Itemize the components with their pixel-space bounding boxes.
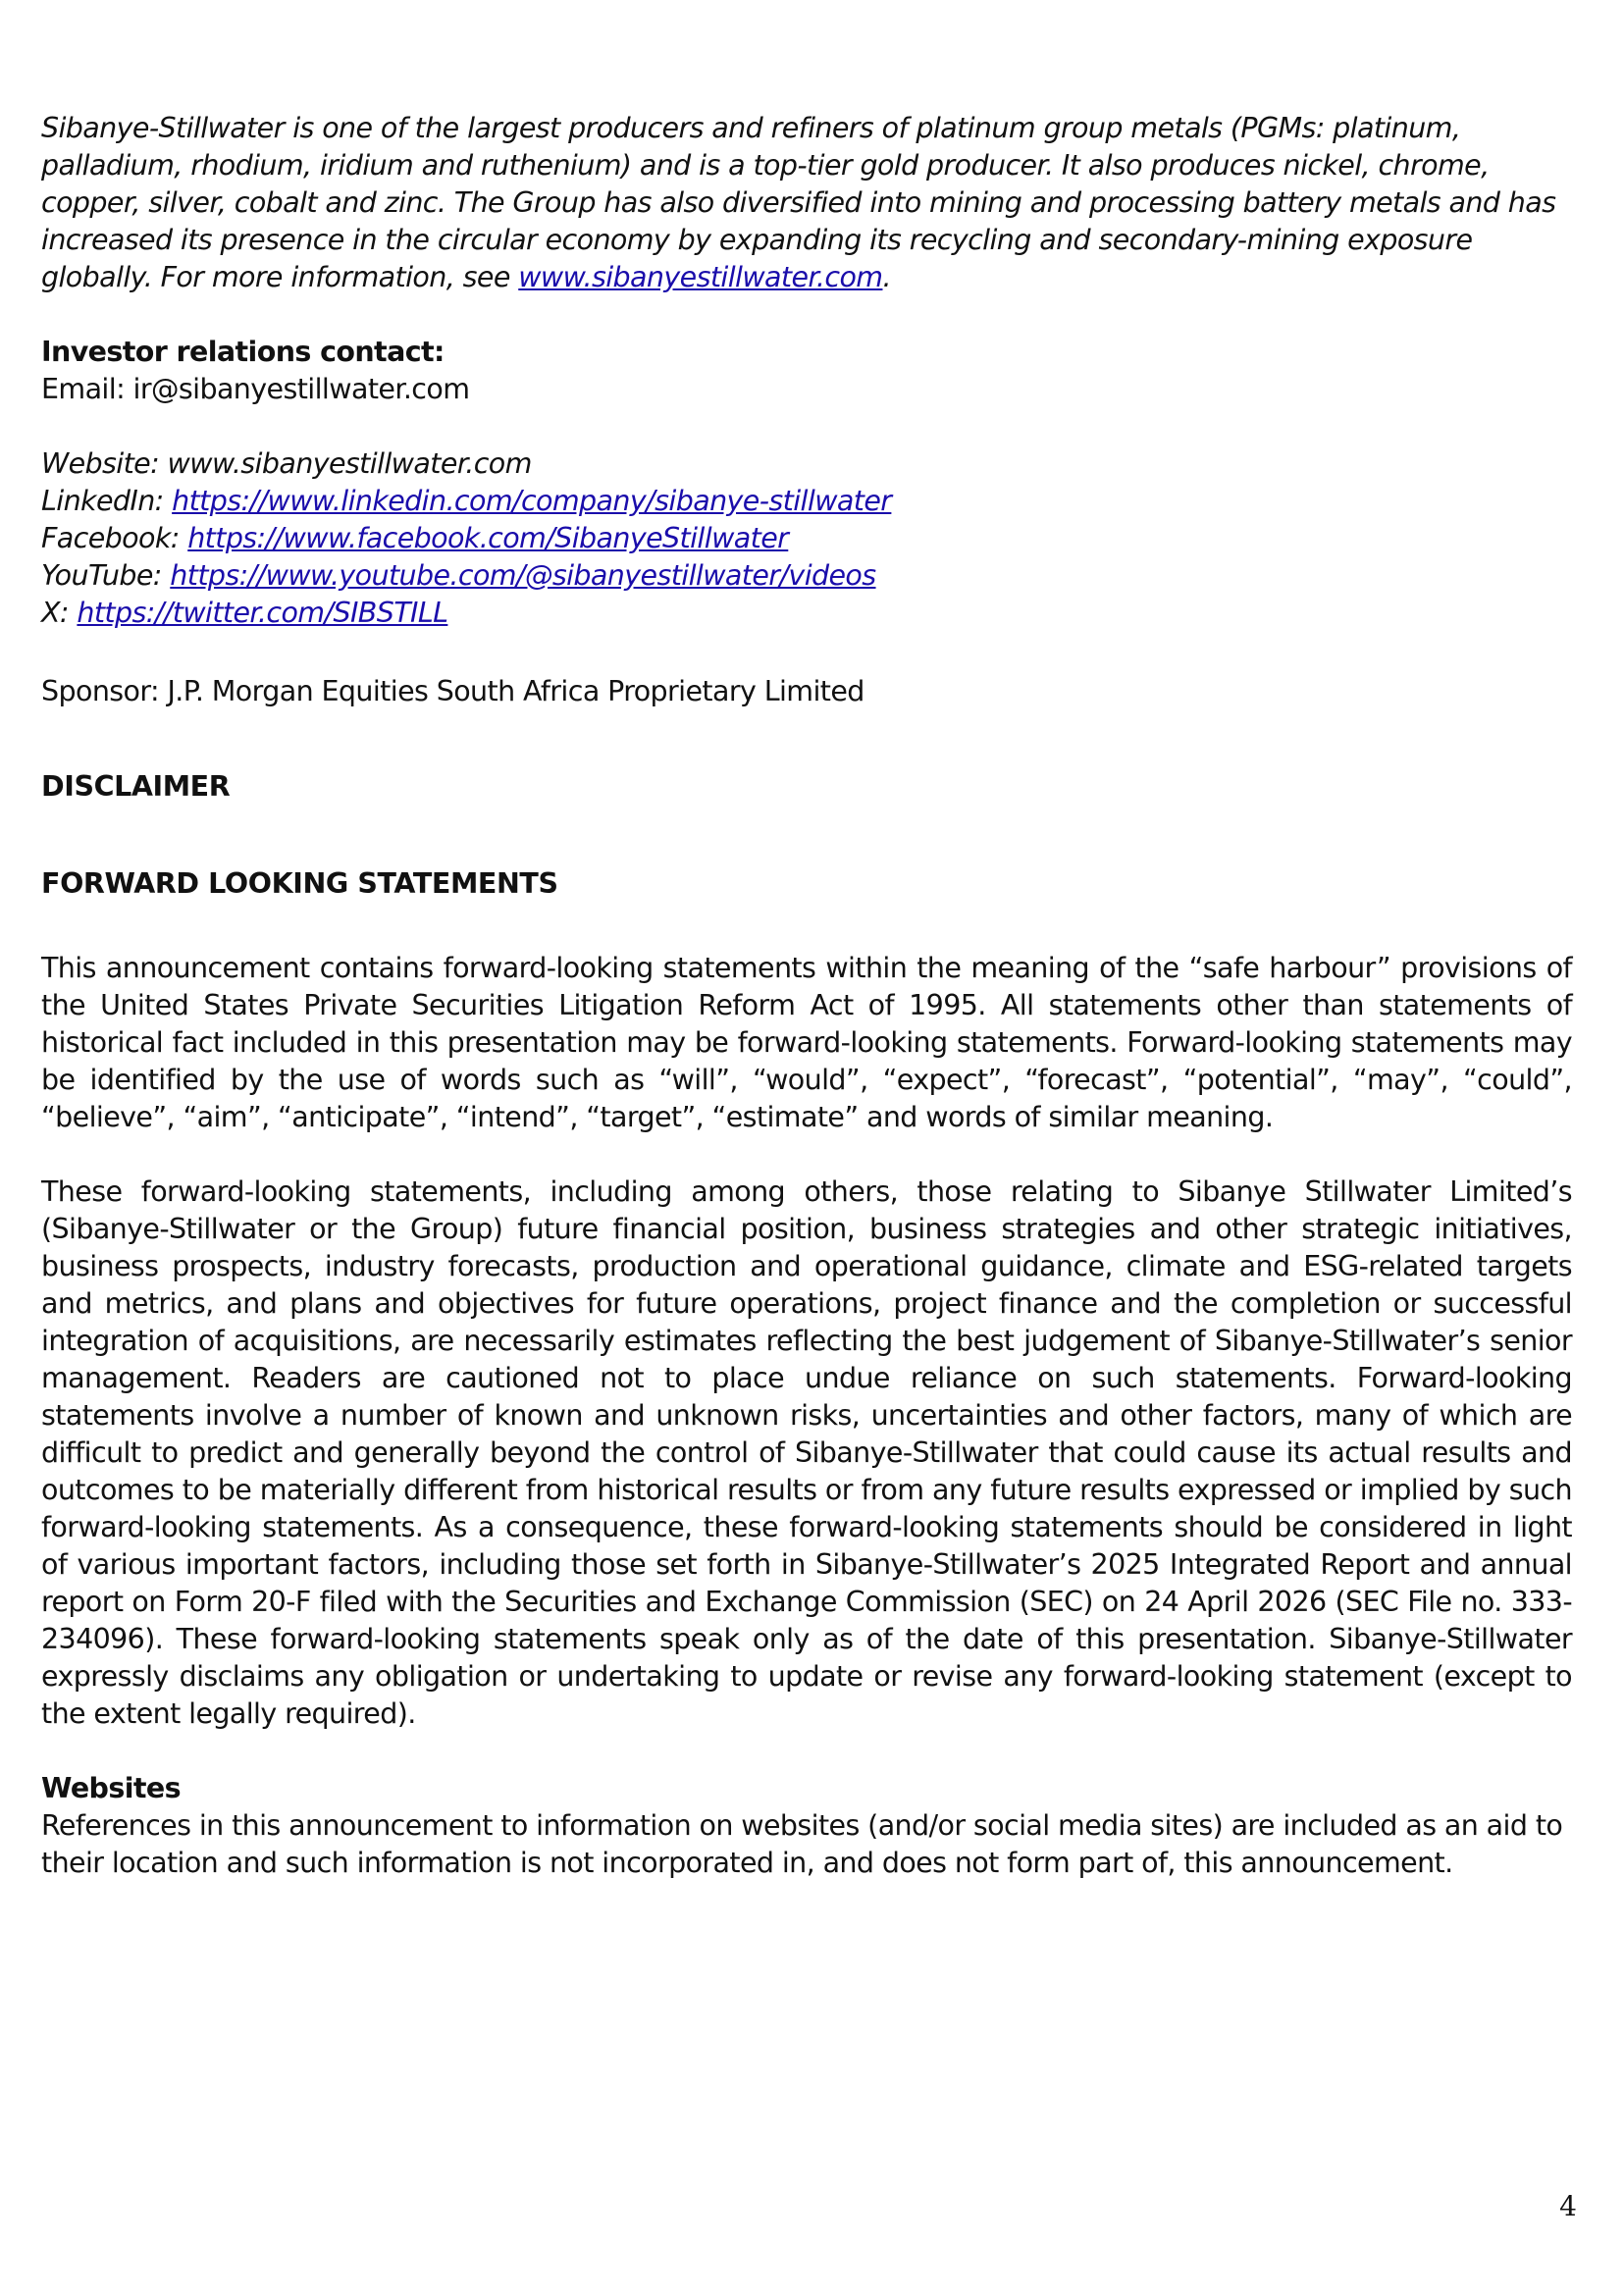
websites-paragraph: References in this announcement to information on websites (and/or social media sites) are included as an aid to their location and such information is not incorporated in, and does not form part of, this announcement. xyxy=(41,1809,1563,1879)
page-number: 4 xyxy=(1559,2190,1577,2222)
facebook-link[interactable]: https://www.facebook.com/SibanyeStillwater xyxy=(187,522,789,554)
disclaimer-heading: DISCLAIMER xyxy=(41,770,231,803)
email-address[interactable]: ir@sibanyestillwater.com xyxy=(132,373,470,405)
intro-paragraph xyxy=(41,110,1572,296)
x-line xyxy=(41,595,1572,632)
x-link[interactable]: https://twitter.com/SIBSTILL xyxy=(77,597,448,629)
investor-relations-email-line xyxy=(41,371,1572,408)
email-label: Email: xyxy=(41,373,133,405)
websites-heading: Websites xyxy=(41,1772,182,1804)
facebook-line xyxy=(41,520,1572,557)
website-line xyxy=(41,445,1572,483)
forward-looking-paragraph-2: These forward-looking statements, including among others, those relating to Sibanye Stillwater Limited’s (Sibanye-Stillwater or the Group) future financial position, business strategies and other strategic initiatives, business prospects, industry forecasts, production and operational guidance, climate and ESG-related targets and metrics, and plans and objectives for future operations, project finance and the completion or successful integration of acquisitions, are necessarily estimates reflecting the best judgement of Sibanye-Stillwater’s senior management. Readers are cautioned not to place undue reliance on such statements. Forward-looking statements involve a number of known and unknown risks, uncertainties and other factors, many of which are difficult to predict and generally beyond the control of Sibanye-Stillwater that could cause its actual results and outcomes to be materially different from historical results or from any future results expressed or implied by such forward-looking statements. As a consequence, these forward-looking statements should be considered in light of various important factors, including those set forth in Sibanye-Stillwater’s 2025 Integrated Report and annual report on Form 20-F filed with the Securities and Exchange Commission (SEC) on 24 April 2026 (SEC File no. 333-234096). These forward-looking statements speak only as of the date of this presentation. Sibanye-Stillwater expressly disclaims any obligation or undertaking to update or revise any forward-looking statement (except to the extent legally required). xyxy=(41,1175,1572,1730)
website-value: www.sibanyestillwater.com xyxy=(167,447,532,480)
forward-looking-statements-heading: FORWARD LOOKING STATEMENTS xyxy=(41,867,558,900)
investor-relations-heading: Investor relations contact: xyxy=(41,336,445,368)
intro-end: . xyxy=(882,261,891,293)
document-page xyxy=(41,110,1572,1882)
forward-looking-paragraph-1: This announcement contains forward-looking statements within the meaning of the “safe harbour” provisions of the United States Private Securities Litigation Reform Act of 1995. All statements other than statements of historical fact included in this presentation may be forward-looking statements. Forward-looking statements may be identified by the use of words such as “will”, “would”, “expect”, “forecast”, “potential”, “may”, “could”, “believe”, “aim”, “anticipate”, “intend”, “target”, “estimate” and words of similar meaning. xyxy=(41,952,1572,1133)
intro-website-link[interactable]: www.sibanyestillwater.com xyxy=(518,261,883,293)
linkedin-link[interactable]: https://www.linkedin.com/company/sibanye-stillwater xyxy=(172,485,892,517)
youtube-line xyxy=(41,557,1572,595)
linkedin-line xyxy=(41,483,1572,520)
sponsor-line: Sponsor: J.P. Morgan Equities South Africa Proprietary Limited xyxy=(41,675,864,707)
facebook-label: Facebook: xyxy=(41,522,188,554)
x-label: X: xyxy=(41,597,78,629)
linkedin-label: LinkedIn: xyxy=(41,485,173,517)
website-label: Website: xyxy=(41,447,168,480)
youtube-link[interactable]: https://www.youtube.com/@sibanyestillwater/videos xyxy=(170,559,876,592)
intro-text: Sibanye-Stillwater is one of the largest producers and refiners of platinum group metals (PGMs: platinum, palladium, rhodium, iridium and ruthenium) and is a top-tier gold producer. It also produces nickel, chrome, copper, silver, cobalt and zinc. The Group has also diversified into mining and processing battery metals and has increased its presence in the circular economy by expanding its recycling and secondary-mining exposure globally. For more information, see xyxy=(41,112,1556,293)
youtube-label: YouTube: xyxy=(41,559,171,592)
